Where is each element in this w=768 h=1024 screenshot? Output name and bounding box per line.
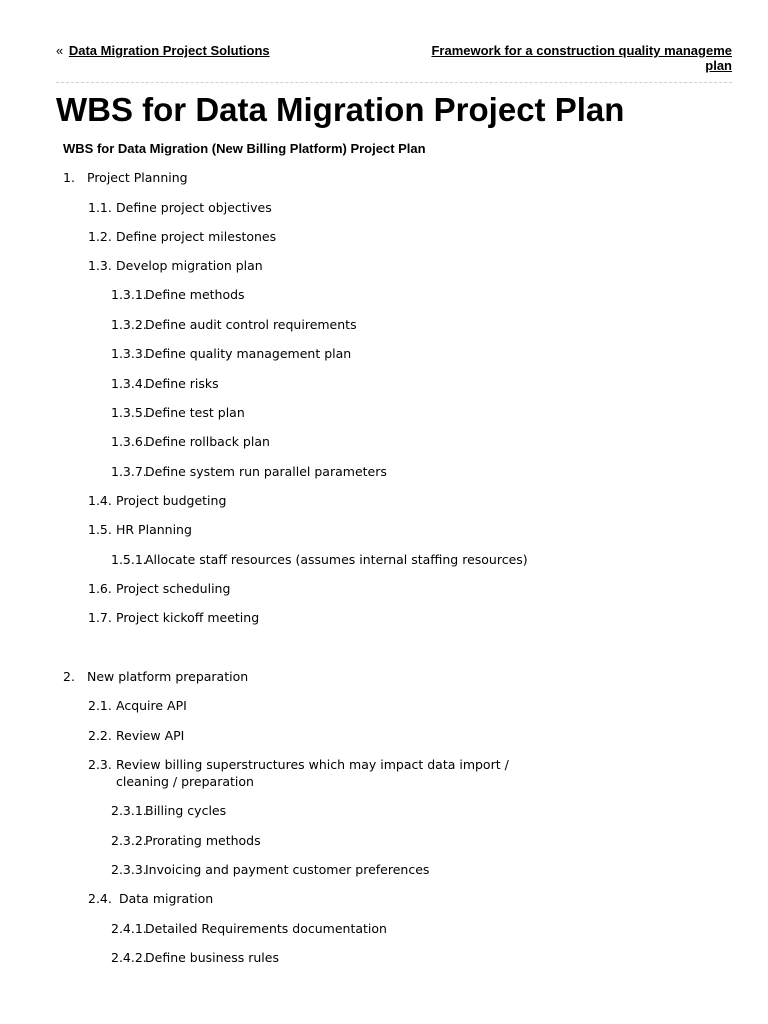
wbs-number: 1. [63, 170, 75, 185]
wbs-number: 1.1. [88, 200, 112, 215]
wbs-number: 1.6. [88, 581, 112, 596]
wbs-number: 1.3.5. [111, 405, 147, 420]
post-navigation [56, 42, 732, 76]
wbs-item [111, 920, 387, 937]
document-subtitle: WBS for Data Migration (New Billing Platform) Project Plan [63, 141, 426, 156]
wbs-text: Review billing superstructures which may impact data import / [116, 757, 509, 772]
wbs-number: 2.4.2. [111, 950, 147, 965]
wbs-text: Project budgeting [116, 493, 227, 508]
wbs-text: Define rollback plan [145, 434, 270, 449]
wbs-item [111, 861, 429, 878]
wbs-number: 1.3.7. [111, 464, 147, 479]
wbs-item-continuation: cleaning / preparation [116, 774, 254, 789]
wbs-item [111, 316, 357, 333]
wbs-number: 1.5.1. [111, 552, 147, 567]
previous-post-link [56, 43, 270, 58]
wbs-number: 1.2. [88, 229, 112, 244]
wbs-text: Define test plan [145, 405, 245, 420]
wbs-item [63, 169, 188, 186]
wbs-text: Define business rules [145, 950, 279, 965]
wbs-item [111, 375, 219, 392]
wbs-item [88, 890, 213, 907]
wbs-number: 1.3.1. [111, 287, 147, 302]
wbs-item [111, 949, 279, 966]
wbs-text: Define project milestones [116, 229, 277, 244]
wbs-text: Define project objectives [116, 200, 272, 215]
wbs-text: Billing cycles [145, 803, 227, 818]
wbs-item [111, 345, 351, 362]
wbs-text: Define risks [145, 376, 219, 391]
wbs-number: 2.4. [88, 891, 112, 906]
wbs-number: 1.3.3. [111, 346, 147, 361]
wbs-text: Review API [116, 728, 185, 743]
wbs-item [111, 286, 245, 303]
nav-divider [56, 82, 732, 83]
wbs-text: New platform preparation [87, 669, 249, 684]
wbs-text: Data migration [119, 891, 214, 906]
wbs-number: 2.1. [88, 698, 112, 713]
wbs-number: 1.3.6. [111, 434, 147, 449]
wbs-item [111, 802, 226, 819]
wbs-number: 2.3.1. [111, 803, 147, 818]
wbs-item [111, 551, 528, 568]
wbs-text: Project Planning [87, 170, 188, 185]
wbs-number: 2.2. [88, 728, 112, 743]
wbs-number: 1.4. [88, 493, 112, 508]
wbs-item [88, 727, 184, 744]
page-title: WBS for Data Migration Project Plan [56, 91, 625, 128]
wbs-number: 1.7. [88, 610, 112, 625]
next-post-link [412, 43, 732, 73]
wbs-text: HR Planning [116, 522, 192, 537]
wbs-number: 1.3.4. [111, 376, 147, 391]
wbs-item [88, 257, 263, 274]
wbs-item [88, 609, 259, 626]
wbs-number: 2.3. [88, 757, 112, 772]
wbs-text: Define system run parallel parameters [145, 464, 387, 479]
next-post-link-text[interactable]: Framework for a construction quality manageme plan [431, 43, 732, 73]
wbs-text: Develop migration plan [116, 258, 263, 273]
wbs-number: 2.3.3. [111, 862, 147, 877]
wbs-text: Acquire API [116, 698, 187, 713]
wbs-text: Prorating methods [145, 833, 261, 848]
wbs-number: 2.3.2. [111, 833, 147, 848]
wbs-text: Allocate staff resources (assumes internal staffing resources) [145, 552, 528, 567]
wbs-text: Project scheduling [116, 581, 231, 596]
wbs-item [88, 521, 192, 538]
wbs-text: Define quality management plan [145, 346, 352, 361]
wbs-number: 1.3. [88, 258, 112, 273]
wbs-text: Define methods [145, 287, 245, 302]
wbs-text: Detailed Requirements documentation [145, 921, 387, 936]
wbs-number: 1.3.2. [111, 317, 147, 332]
previous-arrow-icon: « [56, 43, 64, 58]
wbs-item [88, 492, 226, 509]
wbs-item [88, 756, 509, 773]
wbs-text: Define audit control requirements [145, 317, 357, 332]
wbs-item [111, 404, 245, 421]
wbs-text: Invoicing and payment customer preferences [145, 862, 430, 877]
wbs-item [111, 433, 270, 450]
wbs-item [88, 697, 187, 714]
wbs-item [88, 580, 230, 597]
wbs-item [88, 199, 272, 216]
wbs-number: 2.4.1. [111, 921, 147, 936]
wbs-text: Project kickoff meeting [116, 610, 260, 625]
wbs-number: 1.5. [88, 522, 112, 537]
wbs-item [111, 463, 387, 480]
wbs-item [88, 228, 276, 245]
previous-post-link-text[interactable]: Data Migration Project Solutions [68, 43, 270, 58]
wbs-item [111, 832, 261, 849]
wbs-item [63, 668, 248, 685]
wbs-number: 2. [63, 669, 75, 684]
